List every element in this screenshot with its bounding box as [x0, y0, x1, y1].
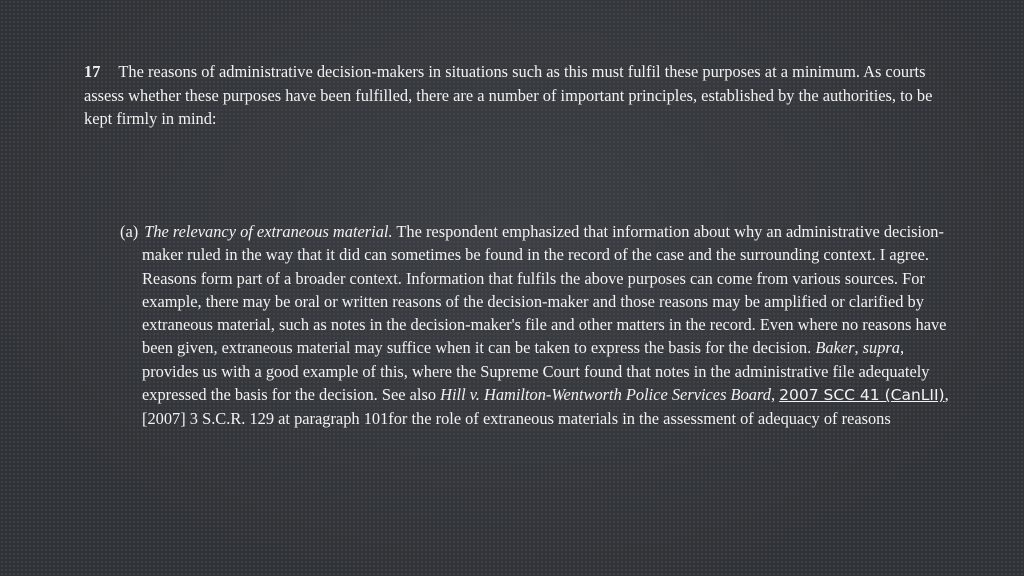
paragraph-a [120, 220, 952, 431]
paragraph-17 [84, 60, 934, 131]
case-name-hill: Hill v. Hamilton-Wentworth Police Services Board [440, 385, 771, 405]
separator-1: , [854, 338, 863, 358]
separator-2: , [770, 385, 780, 405]
paragraph-a-marker: (a) [120, 222, 139, 241]
supra-reference: supra [862, 338, 900, 358]
paragraph-number: 17 [84, 62, 101, 81]
paragraph-a-heading: The relevancy of extraneous material. [144, 222, 393, 241]
citation-link-canlii[interactable]: 2007 SCC 41 (CanLII) [779, 386, 945, 405]
paragraph-17-text: The reasons of administrative decision-makers in situations such as this must fulfil these purposes at a minimum. As courts assess whether these purposes have been fulfilled, there are a number of important principles, established by the authorities, to be kept firmly in mind: [84, 62, 933, 128]
paragraph-a-text-2: , provides us with a good example of this, where the Supreme Court found that notes in the administrative file adequately expressed the basis for the decision. See also [142, 338, 930, 405]
case-name-baker: Baker [815, 338, 855, 358]
paragraph-a-text-3: , [2007] 3 S.C.R. 129 at paragraph 101for the role of extraneous materials in the assessment of adequacy of reasons [142, 385, 949, 429]
paragraph-a-text-1: The respondent emphasized that information about why an administrative decision-maker ruled in the way that it did can sometimes be found in the record of the case and the surrounding context. I agree. Reasons form part of a broader context. Information that fulfils the above purposes can come from various sources. For example, there may be oral or written reasons of the decision-maker and those reasons may be amplified or clarified by extraneous material, such as notes in the decision-maker's file and other matters in the record. Even where no reasons have been given, extraneous material may suffice when it can be taken to express the basis for the decision. [142, 222, 947, 358]
